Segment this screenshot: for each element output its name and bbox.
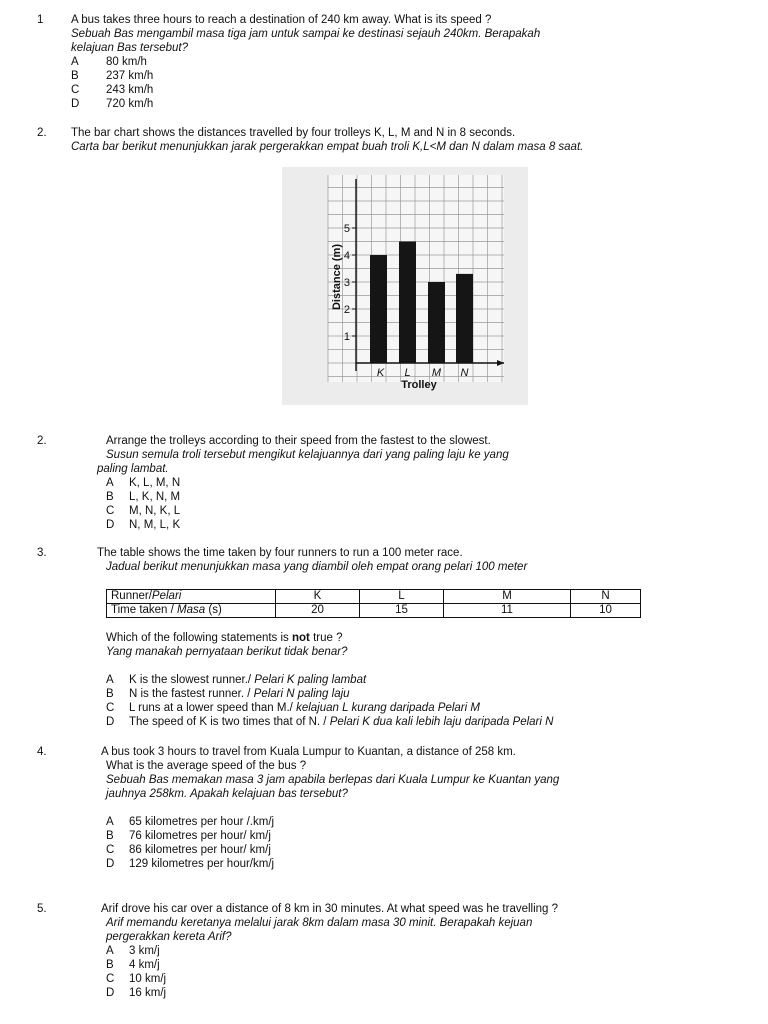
bar-chart [282,167,528,405]
table-cell: M [444,590,571,604]
chart-category-label: M [431,367,442,379]
option-text: L, K, N, M [129,491,181,503]
q2b-text-en: Arrange the trolleys according to their speed from the fastest to the slowest. [106,435,491,447]
option-text: N, M, L, K [129,519,181,531]
option-letter: C [106,844,115,856]
table-cell: 10 [571,604,641,618]
chart-category-label: K [376,367,385,379]
option-text-my: Pelari K paling lambat [254,674,367,686]
option-text-my: Pelari K dua kali lebih laju daripada Pelari N [329,716,554,728]
time-label: Time taken / [111,604,178,616]
q4-text-my-2: jauhnya 258km. Apakah kelajuan bas tersebut? [106,788,348,800]
q5-text-my-1: Arif memandu keretanya melalui jarak 8km dalam masa 30 minit. Berapakah kejuan [106,917,533,929]
table-cell: 20 [276,604,360,618]
option-text [129,716,553,730]
option-text-en: The speed of K is two times that of N. / [129,716,330,728]
table-cell: K [276,590,360,604]
option-letter: C [106,973,115,985]
option-letter: C [106,505,115,517]
option-text: 4 km/j [129,959,160,971]
q3-text-my: Jadual berikut menunjukkan masa yang diambil oleh empat orang pelari 100 meter [106,561,528,573]
table-cell: L [360,590,444,604]
q3-prompt-pre: Which of the following statements is [106,632,292,644]
chart-ylabel: Distance (m) [331,243,343,311]
q5-text-en: Arif drove his car over a distance of 8 km in 30 minutes. At what speed was he travelling ? [101,903,559,915]
q1-number: 1 [37,14,44,26]
option-text: 16 km/j [129,987,167,999]
chart-category-label: N [460,367,469,379]
q2b-text-my-1: Susun semula troli tersebut mengikut kelajuannya dari yang paling laju ke yang [106,449,509,461]
chart-bar-l [399,242,416,364]
option-letter: A [106,816,114,828]
q1-text-my-1: Sebuah Bas mengambil masa tiga jam untuk sampai ke destinasi sejauh 240km. Berapakah [71,28,541,40]
time-label-my: Masa [177,604,206,616]
option-text: 243 km/h [106,84,154,96]
option-text [129,674,366,688]
option-text: 237 km/h [106,70,154,82]
option-text: 80 km/h [106,56,147,68]
q2a-text-en: The bar chart shows the distances travelled by four trolleys K, L, M and N in 8 seconds. [71,127,516,139]
table-cell: N [571,590,641,604]
option-letter: D [71,98,80,110]
time-label-unit: (s) [205,604,222,616]
q3-prompt-post: true ? [309,632,343,644]
option-text-my: kelajuan L kurang daripada Pelari M [296,702,480,714]
chart-bar-n [456,274,473,363]
option-letter: B [106,830,114,842]
chart-y-tick-label: 2 [343,304,350,316]
table-cell: 11 [444,604,571,618]
q4-text-my-1: Sebuah Bas memakan masa 3 jam apabila berlepas dari Kuala Lumpur ke Kuantan yang [106,774,560,786]
option-text: K, L, M, N [129,477,181,489]
q2b-text-my-2: paling lambat. [97,463,169,475]
chart-category-label: L [404,367,411,379]
option-letter: D [106,519,115,531]
option-text-en: N is the fastest runner. / [129,688,254,700]
option-text: 76 kilometres per hour/ km/j [129,830,271,842]
option-letter: B [106,491,114,503]
q3-prompt-bold: not [292,632,310,644]
option-text: 129 kilometres per hour/km/j [129,858,275,870]
option-letter: C [71,84,80,96]
q2a-number: 2. [37,127,47,139]
option-letter: A [106,945,114,957]
option-letter: B [106,688,114,700]
q1-text-en: A bus takes three hours to reach a destination of 240 km away. What is its speed ? [71,14,492,26]
option-letter: A [106,674,114,686]
q3-number: 3. [37,547,47,559]
q4-number: 4. [37,746,47,758]
chart-y-tick-label: 3 [343,277,350,289]
q3-prompt-my: Yang manakah pernyataan berikut tidak benar? [106,646,348,658]
runner-table [106,589,641,618]
option-text: 10 km/j [129,973,167,985]
option-letter: C [106,702,115,714]
q2a-text-my: Carta bar berikut menunjukkan jarak pergerakkan empat buah troli K,L<M dan N dalam masa 8 saat. [71,141,584,153]
q4-text-en-1: A bus took 3 hours to travel from Kuala Lumpur to Kuantan, a distance of 258 km. [101,746,516,758]
option-text: 86 kilometres per hour/ km/j [129,844,271,856]
q1-text-my-2: kelajuan Bas tersebut? [71,42,188,54]
option-letter: D [106,858,115,870]
option-text [129,702,480,716]
runner-label: Runner/ [111,590,152,602]
q5-number: 5. [37,903,47,915]
option-text-en: K is the slowest runner./ [129,674,255,686]
bar-chart-svg [282,167,528,405]
option-text-en: L runs at a lower speed than M./ [129,702,297,714]
option-letter: B [71,70,79,82]
option-text [129,688,350,702]
option-text: 720 km/h [106,98,154,110]
option-text: 3 km/j [129,945,160,957]
q3-prompt [106,632,343,646]
option-letter: D [106,987,115,999]
q3-text-en: The table shows the time taken by four runners to run a 100 meter race. [97,547,463,559]
q2b-number: 2. [37,435,47,447]
option-letter: A [106,477,114,489]
option-letter: D [106,716,115,728]
option-text: 65 kilometres per hour /.km/j [129,816,275,828]
table-header-cell [107,590,276,604]
option-letter: B [106,959,114,971]
runner-label-my: Pelari [151,590,182,602]
table-row [107,604,641,618]
option-letter: A [71,56,79,68]
table-row [107,590,641,604]
chart-bar-k [370,255,387,363]
q4-text-en-2: What is the average speed of the bus ? [106,760,307,772]
chart-y-tick-label: 5 [343,223,350,235]
table-cell: 15 [360,604,444,618]
chart-xlabel: Trolley [401,379,437,391]
chart-y-tick-label: 4 [343,250,350,262]
option-text: M, N, K, L [129,505,181,517]
q5-text-my-2: pergerakkan kereta Arif? [106,931,232,943]
option-text-my: Pelari N paling laju [253,688,350,700]
chart-y-tick-label: 1 [343,331,350,343]
chart-bar-m [428,282,445,363]
table-header-cell [107,604,276,618]
